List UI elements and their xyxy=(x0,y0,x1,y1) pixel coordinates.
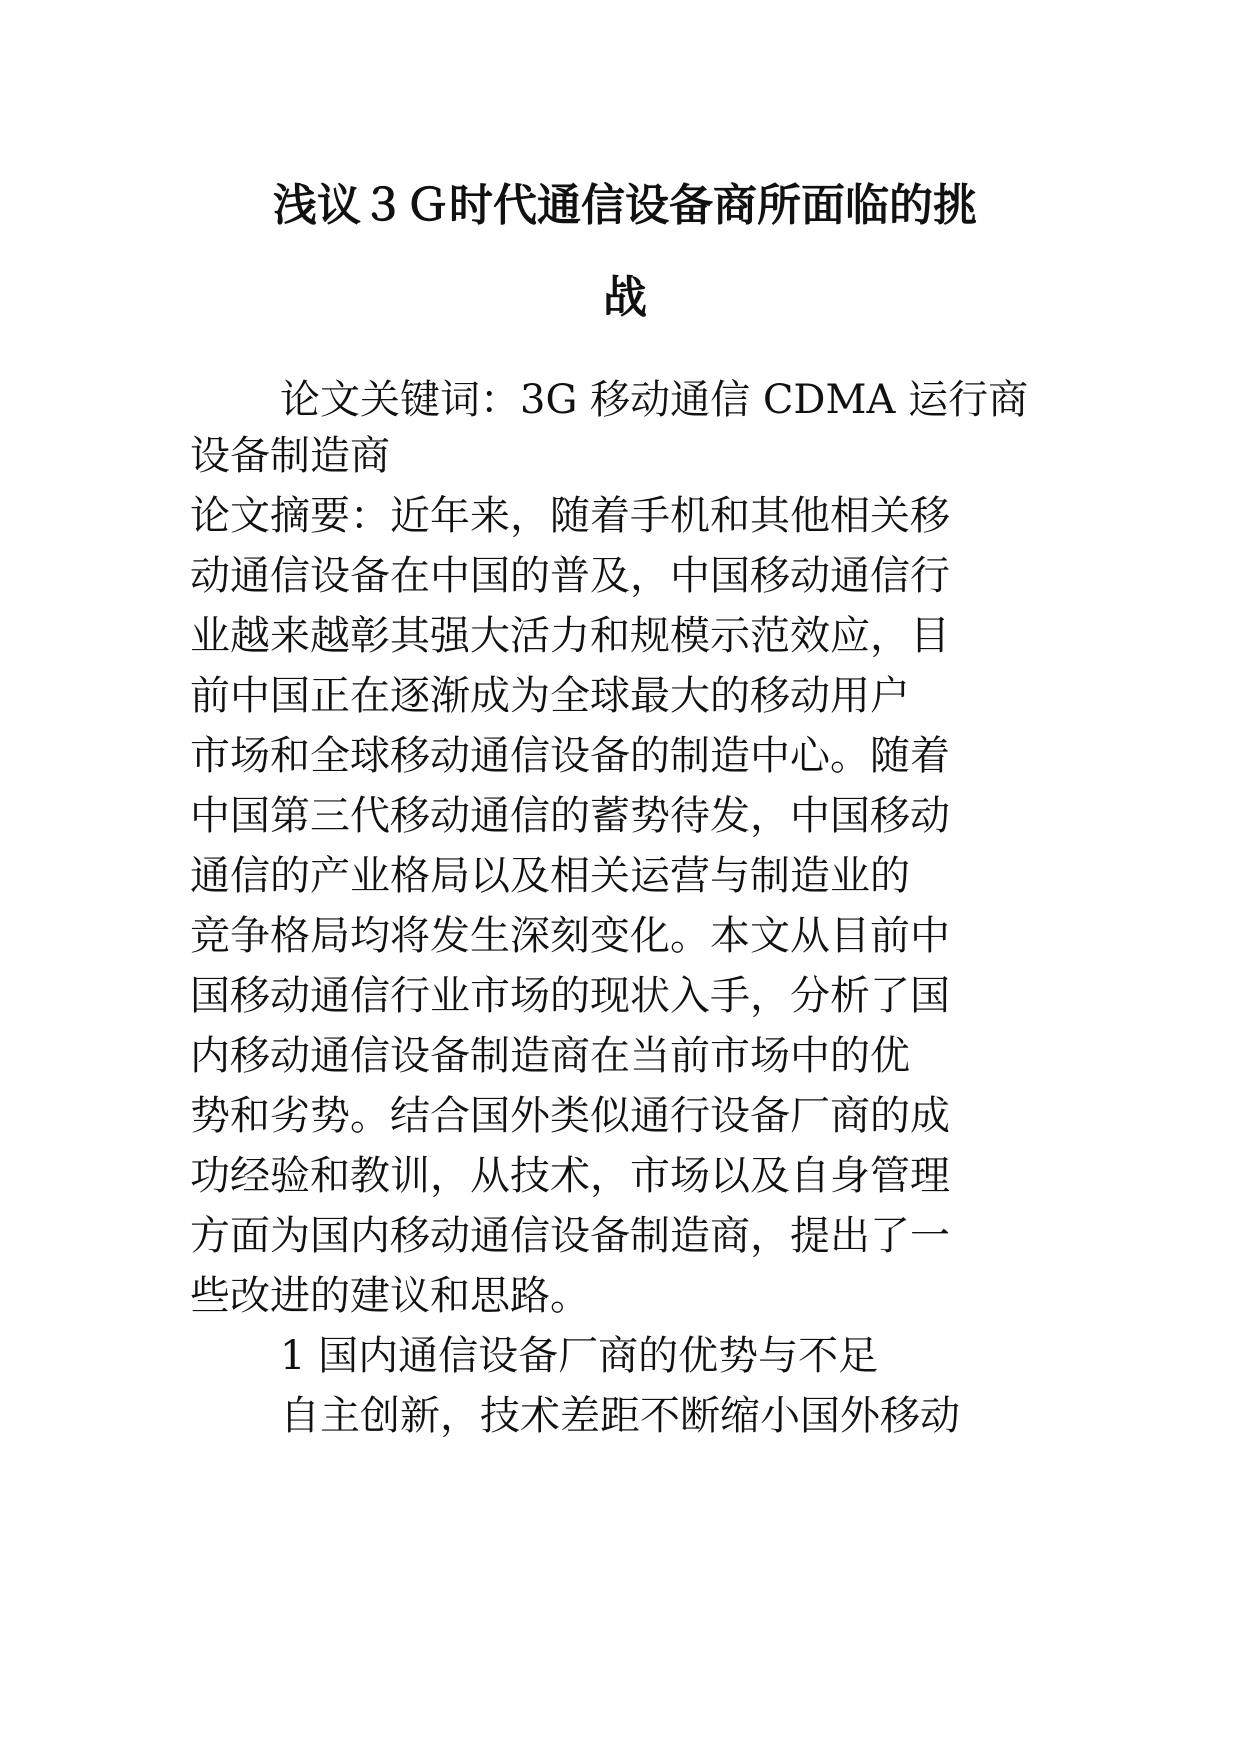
title-line-2: 战 xyxy=(603,272,647,323)
abstract-line: 国移动通信行业市场的现状入手，分析了国 xyxy=(190,973,950,1019)
abstract-line: 势和劣势。结合国外类似通行设备厂商的成 xyxy=(190,1093,950,1139)
document-title xyxy=(190,160,1060,344)
abstract-line: 市场和全球移动通信设备的制造中心。随着 xyxy=(190,733,950,779)
abstract-line: 内移动通信设备制造商在当前市场中的优 xyxy=(190,1033,910,1079)
abstract-line: 动通信设备在中国的普及，中国移动通信行 xyxy=(190,553,950,599)
section-heading: 1 国内通信设备厂商的优势与不足 xyxy=(280,1333,879,1379)
abstract-line: 论文摘要：近年来，随着手机和其他相关移 xyxy=(190,493,950,539)
abstract-line: 中国第三代移动通信的蓄势待发，中国移动 xyxy=(190,793,950,839)
abstract-line: 些改进的建议和思路。 xyxy=(190,1273,590,1319)
abstract-line: 功经验和教训，从技术，市场以及自身管理 xyxy=(190,1153,950,1199)
abstract-line: 业越来越彰其强大活力和规模示范效应，目 xyxy=(190,613,950,659)
abstract-line: 通信的产业格局以及相关运营与制造业的 xyxy=(190,853,910,899)
abstract-line: 竞争格局均将发生深刻变化。本文从目前中 xyxy=(190,913,950,959)
body-text-line: 自主创新，技术差距不断缩小国外移动 xyxy=(280,1393,960,1439)
title-line-1: 浅议３Ｇ时代通信设备商所面临的挑 xyxy=(273,180,977,231)
abstract-line: 方面为国内移动通信设备制造商，提出了一 xyxy=(190,1213,950,1259)
keywords-line-1: 论文关键词：3G 移动通信 CDMA 运行商 xyxy=(280,377,1029,423)
abstract-line: 前中国正在逐渐成为全球最大的移动用户 xyxy=(190,673,910,719)
keywords-line-2: 设备制造商 xyxy=(190,433,390,479)
